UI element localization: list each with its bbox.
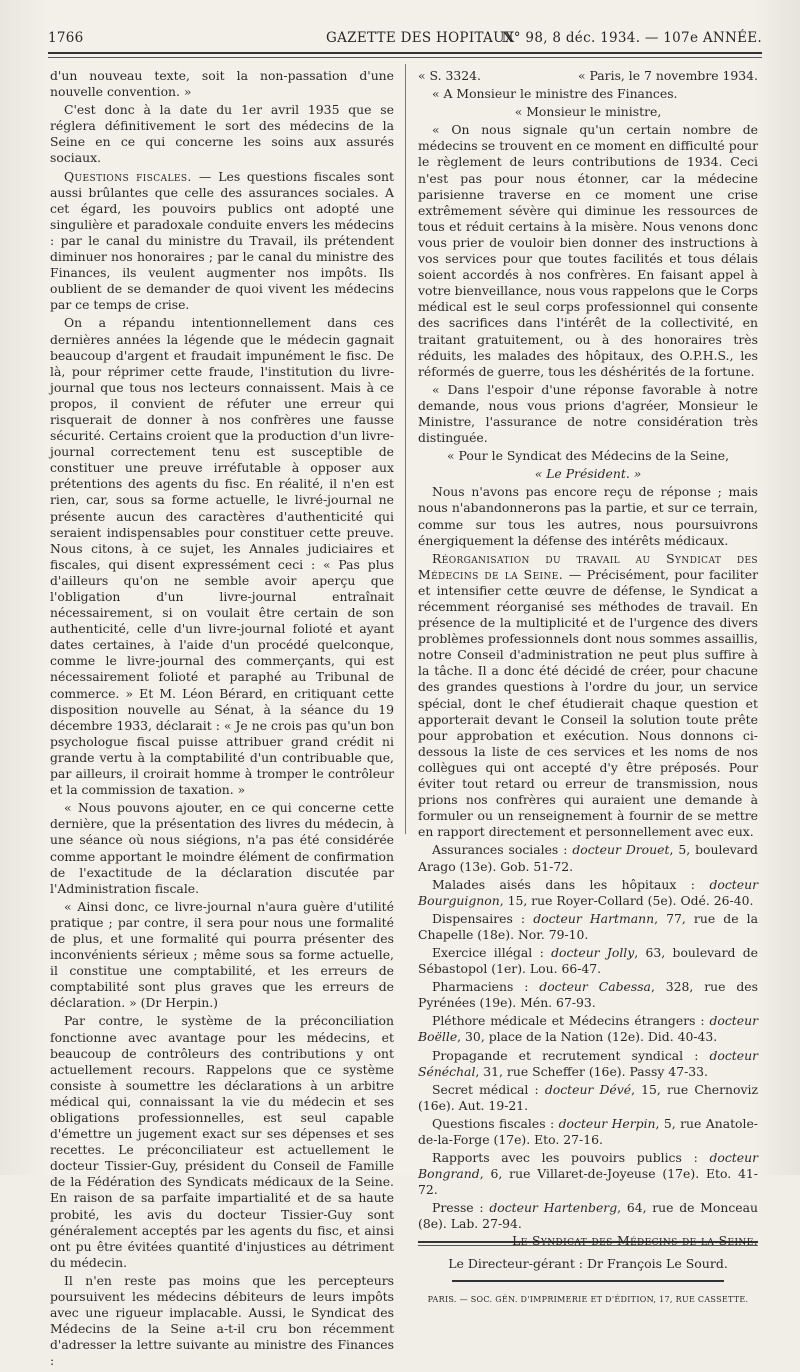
service-entry (418, 1013, 758, 1045)
service-entry (418, 1048, 758, 1080)
journal-title: GAZETTE DES HOPITAUX (326, 30, 515, 46)
right-column (418, 68, 758, 1308)
service-doctor: docteur Sénéchal (418, 1047, 758, 1079)
service-address: , 31, rue Scheffer (16e). Passy 47-33. (475, 1063, 708, 1079)
service-entry (418, 945, 758, 977)
paragraph: Il n'en reste pas moins que les percepteurs poursuivent les médecins débiteurs de leurs impôts avec une rigueur implacable. Aussi, le Syndicat des Médecins de la Seine a-t-il cru bon récemment d'adresser la lettre suivante au ministre des Finances : (50, 1272, 394, 1369)
paragraph: « Nous pouvons ajouter, en ce qui concerne cette dernière, que la présentation des livres du médecin, à une séance où nous siégions, n'a pas été considérée comme apportant le moindre élément de confirmation de l'exactitude de la déclaration discutée par l'Administration fiscale. (50, 800, 394, 896)
service-doctor: docteur Hartmann (533, 910, 655, 926)
letter-body: « On nous signale qu'un certain nombre de médecins se trouvent en ce moment en difficulté pour le règlement de leurs contributions de 1934. Ceci n'est pas pour nous étonner, car la médecine parisienne traverse en ce moment une crise extrêmement sévère qui diminue les ressources de tous et réduit certains à la misère. Nous venons donc vous prier de vouloir bien donner des instructions à vos services pour que toutes facilités et tous délais soient accordés à nos confrères. En faisant appel à votre bienveillance, nous vous rappelons que le Corps médical est le seul corps professionnel qui consente des sacrifices dans l'intérêt de la collectivité, en traitant gratuitement, ou à des honoraires très réduits, les malades des hôpitaux, des O.P.H.S., les réformés de guerre, tous les déshérités de la fortune. (418, 122, 758, 379)
paragraph-reorganisation (418, 551, 758, 841)
service-entry (418, 1082, 758, 1114)
paragraph: Par contre, le système de la préconciliation fonctionne avec avantage pour les médecins, et beaucoup de contrôleurs des contributions y ont actuellement recours. Rappelons que ce système consiste à soumettre les déclarations à un arbitre médical qui, connaissant la vie du médecin et ses obligations professionnelles, est seul capable d'émettre un jugement exact sur ses dépenses et ses recettes. Le préconciliateur est actuellement le docteur Tissier-Guy, président du Conseil de Famille de la Fédération des Syndicats médicaux de la Seine. En raison de sa parfaite impartialité et de sa haute probité, les avis du docteur Tissier-Guy sont généralement acceptés par les agents du fisc, et ainsi ont pu être évitées quantité d'injustices au détriment du médecin. (50, 1013, 394, 1270)
closing-signature: Le Syndicat des Médecins de la Seine. (512, 1232, 758, 1248)
service-doctor: docteur Drouet (572, 842, 670, 858)
page-header (48, 30, 762, 48)
service-address: , 15, rue Royer-Collard (5e). Odé. 26-40. (499, 892, 754, 908)
header-rule-thin (48, 57, 762, 58)
service-entry (418, 1116, 758, 1148)
services-list (418, 842, 759, 1248)
service-title: Presse : (432, 1200, 490, 1216)
service-doctor: docteur Cabessa (539, 979, 651, 995)
left-column (50, 68, 394, 1372)
paragraph-text: Les questions fiscales sont aussi brûlantes que celle des assurances sociales. A cet égard, les pouvoirs publics ont adopté une singulière et paradoxale conduite envers les médecins : par le canal du ministre du Travail, ils prétendent diminuer nos honoraires ; par le canal du ministre des Finances, ils veulent augmenter nos impôts. Ils oublient de se demander de quoi vivent les médecins par ce temps de crise. (50, 168, 394, 313)
imprint-rule (452, 1280, 724, 1282)
service-entry (418, 979, 758, 1011)
service-doctor: docteur Dévé (544, 1081, 632, 1097)
printer-imprint: PARIS. — SOC. GÉN. D'IMPRIMERIE ET D'ÉDITION, 17, RUE CASSETTE. (427, 1294, 749, 1304)
service-address: , 328, rue des Pyrénées (19e). Mén. 67-93. (418, 979, 758, 1011)
service-entry (418, 1200, 759, 1248)
service-entry (418, 877, 758, 909)
letter-closing: « Dans l'espoir d'une réponse favorable à notre demande, nous vous prions d'agréer, Monsieur le Ministre, l'assurance de notre considération très distinguée. (418, 381, 758, 446)
header-rule (48, 52, 762, 54)
paragraph: d'un nouveau texte, soit la non-passation d'une nouvelle convention. » (50, 68, 394, 100)
letter-signature-line: « Pour le Syndicat des Médecins de la Seine, (446, 448, 730, 464)
service-title: Assurances sociales : (432, 842, 573, 858)
service-entry (418, 911, 758, 943)
service-address: , 77, rue de la Chapelle (18e). Nor. 79-10. (418, 910, 758, 942)
column-separator (405, 64, 406, 834)
letter-reference: « S. 3324. (418, 68, 481, 83)
paragraph-fiscal (50, 169, 394, 314)
service-address: , 30, place de la Nation (12e). Did. 40-43. (457, 1029, 718, 1045)
section-lead: Questions fiscales. — (64, 168, 212, 184)
service-doctor: docteur Bourguignon (418, 876, 758, 908)
paragraph-text: Précisément, pour faciliter et intensifier cette œuvre de défense, le Syndicat a récemment réorganisé ses méthodes de travail. En présence de la multiplicité et de l'urgence des divers problèmes professionnels dont nous sommes assaillis, notre Conseil d'administration ne peut plus suffire à la tâche. Il a donc été décidé de créer, pour chacune des grandes questions à l'ordre du jour, un service spécial, dont le chef étudierait chaque question et apporterait devant le Conseil la solution toute prête pour approbation et exécution. Nous donnons ci-dessous la liste de ces services et les noms de nos collègues qui ont accepté d'y être préposés. Pour éviter tout retard ou erreur de transmission, nous prions nos confrères qui auraient une demande à formuler ou un renseignement à fournir de se mettre en rapport directement et personnellement avec eux. (418, 566, 758, 840)
service-title: Pharmaciens : (432, 979, 540, 995)
letter-address: « A Monsieur le ministre des Finances. (432, 86, 678, 102)
letter-signature-title: « Le Président. » (534, 466, 642, 482)
service-address: , 5, boulevard Arago (13e). Gob. 51-72. (418, 842, 758, 874)
service-title: Pléthore médicale et Médecins étrangers : (432, 1013, 710, 1029)
service-title: Malades aisés dans les hôpitaux : (432, 876, 710, 892)
paragraph: C'est donc à la date du 1er avril 1935 que se réglera définitivement le sort des médecins de la Seine en ce qui concerne les soins aux assurés sociaux. (50, 102, 394, 166)
service-title: Exercice illégal : (432, 944, 552, 960)
service-address: , 64, rue de Monceau (8e). Lab. 27-94. (418, 1200, 759, 1232)
issue-info: N° 98, 8 déc. 1934. — 107e ANNÉE. (501, 30, 762, 46)
service-entry (418, 1150, 758, 1198)
service-address: , 6, rue Villaret-de-Joyeuse (17e). Eto. 41-72. (418, 1166, 758, 1198)
service-title: Propagande et recrutement syndical : (432, 1047, 710, 1063)
paragraph: On a répandu intentionnellement dans ces dernières années la légende que le médecin gagnait beaucoup d'argent et fraudait impunément le fisc. De là, pour réprimer cette fraude, l'institution du livre-journal que tous nos lecteurs connaissent. Mais à ce propos, il convient de réfuter une erreur qui risquerait de donner à nos confrères une fausse sécurité. Certains croient que la production d'un livre-journal correctement tenu est susceptible de constituer une preuve irréfutable à opposer aux prétentions des agents du fisc. En réalité, il n'en est rien, car, sous sa forme actuelle, le livré-journal ne présente aucun des caractères d'authenticité qui seraient indispensables pour constituer cette preuve. Nous citons, à ce sujet, les Annales judiciaires et fiscales, qui disent expressément ceci : « Pas plus d'ailleurs qu'on ne semble avoir aperçu que l'obligation d'un livre-journal entraînait nécessairement, si on voulait être certain de son authenticité, celle d'un livre-journal folioté et ayant dates certaines, à l'aide d'un procédé quelconque, comme le livre-journal des commerçants, qui est nécessairement folioté et paraphé au Tribunal de commerce. » Et M. Léon Bérard, en critiquant cette disposition nouvelle au Sénat, à la séance du 19 décembre 1933, déclarait : « Je ne crois pas qu'un bon psychologue fiscal puisse attribuer grand crédit ni grande vertu à la comptabilité d'un contribuable que, par ailleurs, il croirait homme à tromper le contrôleur et la commission de taxation. » (50, 315, 394, 798)
service-title: Questions fiscales : (432, 1115, 559, 1131)
service-title: Secret médical : (432, 1081, 545, 1097)
service-entry (418, 842, 758, 874)
page-number: 1766 (48, 30, 84, 46)
service-doctor: docteur Herpin (558, 1115, 656, 1131)
section-lead: Réorganisation du travail au Syndicat des Médecins de la Seine. — (418, 550, 758, 582)
service-doctor: docteur Bongrand (418, 1150, 758, 1182)
service-address: , 15, rue Chernoviz (16e). Aut. 19-21. (418, 1081, 758, 1113)
letter-heading (418, 68, 758, 84)
service-address: , 63, boulevard de Sébastopol (1er). Lou. 66-47. (418, 944, 758, 977)
service-title: Dispensaires : (432, 910, 534, 926)
letter-date: « Paris, le 7 novembre 1934. (578, 68, 758, 83)
letter-salutation: « Monsieur le ministre, (514, 104, 662, 120)
director-line: Le Directeur-gérant : Dr François Le Sourd. (448, 1255, 728, 1271)
paragraph: Nous n'avons pas encore reçu de réponse ; mais nous n'abandonnerons pas la partie, et sur ce terrain, comme sur tous les autres, nous poursuivrons énergiquement la défense des intérêts médicaux. (418, 484, 758, 548)
service-address: , 5, rue Anatole-de-la-Forge (17e). Eto. 27-16. (418, 1115, 758, 1147)
service-doctor: docteur Jolly (551, 944, 635, 960)
service-title: Rapports avec les pouvoirs publics : (432, 1150, 710, 1166)
paragraph: « Ainsi donc, ce livre-journal n'aura guère d'utilité pratique ; par contre, il sera pour nous une formalité de plus, et une formalité qui pourra présenter des inconvénients sérieux ; même sous sa forme actuelle, il constitue une comptabilité, et les erreurs de comptabilité sont plus graves que les erreurs de déclaration. » (Dr Herpin.) (50, 898, 394, 1011)
service-doctor: docteur Hartenberg (489, 1200, 618, 1216)
service-doctor: docteur Boëlle (418, 1013, 758, 1045)
